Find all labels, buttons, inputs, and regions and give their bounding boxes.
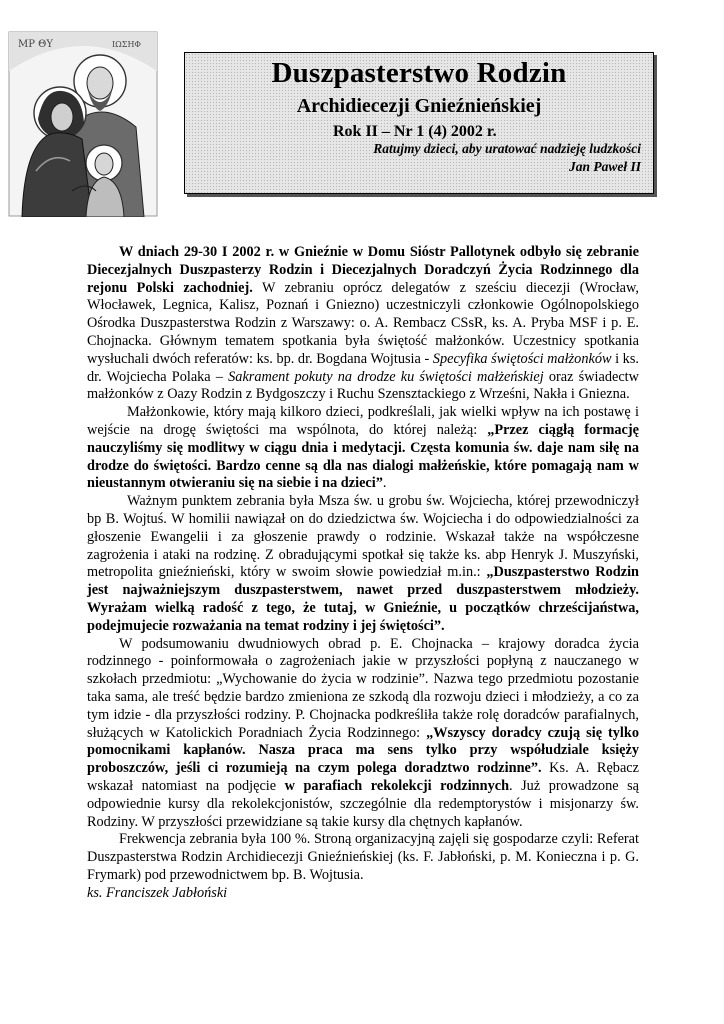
article-paragraph-5 [87,831,639,884]
text-run: Ważnym punktem zebrania była Msza św. u grobu św. Wojciecha, której przewodniczył bp B. Wojtuś. W homilii nawiązał on do dziedzictwa św. Wojciecha i do odpowiedzialności za głoszenie Ewangelii i za głoszenie prawdy o rodzinie. Wskazał także na współczesne zagrożenia i ataki na rodzinę. Z obradującymi spotkał się także ks. abp Henryk J. Muszyński, metropolita gnieźnieński, który w swoim słowie powiedział m.in.: [87,493,639,581]
text-run: oraz świadectw małżonków z Oazy Rodzin z Bydgoszczy i Ruchu Szensztackiego z Wrześni, Nakła i Gniezna. [87,368,639,403]
svg-text:ΙΩΣΗΦ: ΙΩΣΗΦ [112,40,141,49]
text-run: W podsumowaniu dwudniowych obrad p. E. Chojnacka – krajowy doradca życia rodzinnego - poinformowała o zagrożeniach jakie w przyszłości popłyną z nauczanego w szkołach przedmiotu: „Wychowanie do życia w rodzinie”. Nazwa tego przedmiotu pozostanie taka sama, ale treść będzie bardzo zmieniona ze szkodą dla rozwoju dzieci i młodzieży, a co za tym idzie - dla przyszłości rodziny. P. Chojnacka podkreśliła także rolę doradców parafialnych, służących w Katolickich Poradniach Życia Rodzinnego: [87,635,639,741]
article-paragraph-2 [87,404,639,493]
article-body [87,244,639,902]
header-box [184,52,654,194]
text-run: W dniach 29-30 I 2002 r. w Gnieźnie w Domu Sióstr Pallotynek odbyło się zebranie Diecezjalnych Duszpasterzy Rodzin i Diecezjalnych Doradczyń Życia Rodzinnego dla rejonu Polski zachodniej. [87,244,639,296]
motto-author: Jan Paweł II [568,159,641,174]
svg-text:ΜΡ ΘΥ: ΜΡ ΘΥ [18,39,53,50]
text-run: Ks. A. Rębacz wskazał natomiast na podjęcie [87,760,639,794]
motto-quote: Ratujmy dzieci, aby uratować nadzieję ludzkości [373,141,641,156]
text-run: Frekwencja zebrania była 100 %. Stroną organizacyjną zajęli się gospodarze czyli: Referat Duszpasterstwa Rodzin Archidiecezji Gnieźnieńskiej (ks. F. Jabłoński, p. M. Konieczna i p. G. Frymark) pod przewodnictwem bp. B. Wojtusia. [87,831,639,883]
text-run: i ks. dr. Wojciecha Polaka – [87,350,639,385]
holy-family-icon [8,31,158,217]
text-run: „Duszpasterstwo Rodzin jest najważniejszym duszpasterstwem, nawet przed duszpasterstwem młodzieży. Wyrażam wielką radość z tego, że tutaj, w Gnieźnie, u początków chrześcijaństwa, podejmujecie rozważania na temat rodziny i jej świętości”. [87,564,639,634]
text-run: „Wszyscy doradcy czują się tylko pomocnikami kapłanów. Nasza praca ma sens tylko przy współudziale księży proboszczów, jeśli ci rozumieją na czym polega doradztwo rodzinne”. [87,724,639,777]
text-run: . [382,475,387,492]
text-run: „Przez ciągłą formację nauczyliśmy się modlitwy w ciągu dnia i medytacji. Częsta komunia św. daje nam siłę na drodze do świętości. Bardzo cenne są dla nas dialogi małżeńskie, które pomagają nam w nieustannym otwieraniu się na siebie i na dzieci” [87,421,639,492]
article-paragraph-1 [87,244,639,404]
text-run: Specyfika świętości małżonków [432,350,612,367]
author-signature: ks. Franciszek Jabłoński [87,884,228,901]
text-run: W zebraniu oprócz delegatów z sześciu diecezji (Wrocław, Włocławek, Legnica, Kalisz, Poznań i Gniezno) uczestniczyli członkowie Ogólnopolskiego Ośrodka Duszpasterstwa Rodzin z Warszawy: o. A. Rembacz CSsR, ks. A. Pryba MSF i p. E. Chojnacka. Głównym tematem spotkania była świętość małżonków. Uczestnicy spotkania wysłuchali dwóch referatów: ks. bp. dr. Bogdana Wojtusia - [87,279,639,367]
newsletter-subtitle: Archidiecezji Gnieźnieńskiej [296,95,542,117]
article-paragraph-3 [87,493,639,635]
text-run: w parafiach rekolekcji rodzinnych [284,777,510,794]
newsletter-title: Duszpasterstwo Rodzin [271,57,567,89]
article-paragraph-4 [87,636,639,832]
text-run: Sakrament pokuty na drodze ku świętości małżeńskiej [228,368,544,385]
text-run: . Już prowadzone są odpowiednie kursy dla rekolekcjonistów, szczególnie dla redemptorystów i misjonarzy św. Rodziny. W przyszłości przewidziane są takie kursy dla chętnych kapłanów. [87,777,639,830]
text-run: Małżonkowie, który mają kilkoro dzieci, podkreślali, jak wielki wpływ na ich postawę i wejście na drogę świętości ma wspólnota, do której należą: [87,404,639,438]
issue-number: Rok II – Nr 1 (4) 2002 r. [333,123,497,140]
